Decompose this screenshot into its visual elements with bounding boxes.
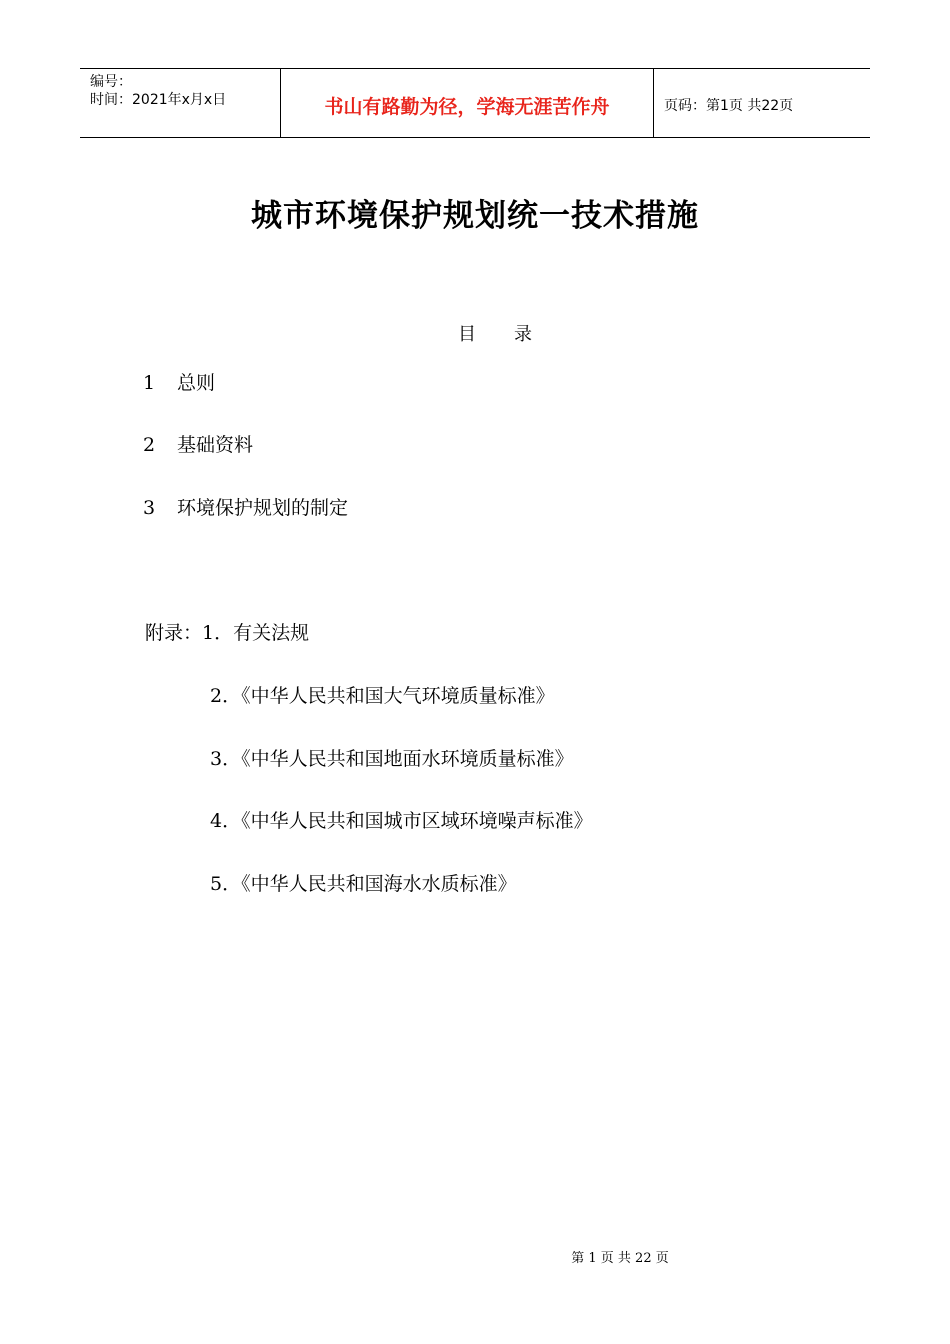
appendix-item: 3．《中华人民共和国地面水环境质量标准》: [210, 748, 574, 770]
header-meta: [80, 69, 281, 137]
document-number: 编号：: [90, 74, 132, 90]
header-page-number: 页码：第1页 共22页: [664, 98, 794, 114]
appendix-item: 5．《中华人民共和国海水水质标准》: [210, 873, 517, 895]
document-title: 城市环境保护规划统一技术措施: [251, 198, 699, 234]
toc-item-label: 环境保护规划的制定: [177, 497, 349, 519]
toc-heading-right: 录: [514, 324, 532, 345]
toc-heading: [0, 320, 950, 346]
toc-item[interactable]: [143, 493, 348, 520]
appendix-label: 附录：1．有关法规: [145, 622, 310, 644]
toc-heading-left: 目: [458, 324, 476, 345]
toc-item-label: 基础资料: [177, 434, 254, 456]
toc-item-label: 总则: [177, 372, 216, 394]
toc-item-number: 2: [143, 434, 156, 456]
toc-item[interactable]: [143, 430, 253, 457]
page-header: [80, 68, 870, 138]
header-motto: 书山有路勤为径，学海无涯苦作舟: [281, 69, 654, 137]
page-footer: 第 1 页 共 22 页: [571, 1251, 669, 1266]
toc-item-number: 3: [143, 497, 156, 519]
document-date: 时间：2021年x月x日: [90, 92, 227, 108]
toc-item[interactable]: [143, 368, 215, 395]
appendix-item: 4．《中华人民共和国城市区域环境噪声标准》: [210, 810, 593, 832]
toc-item-number: 1: [143, 372, 156, 394]
appendix-item: 2．《中华人民共和国大气环境质量标准》: [210, 685, 555, 707]
